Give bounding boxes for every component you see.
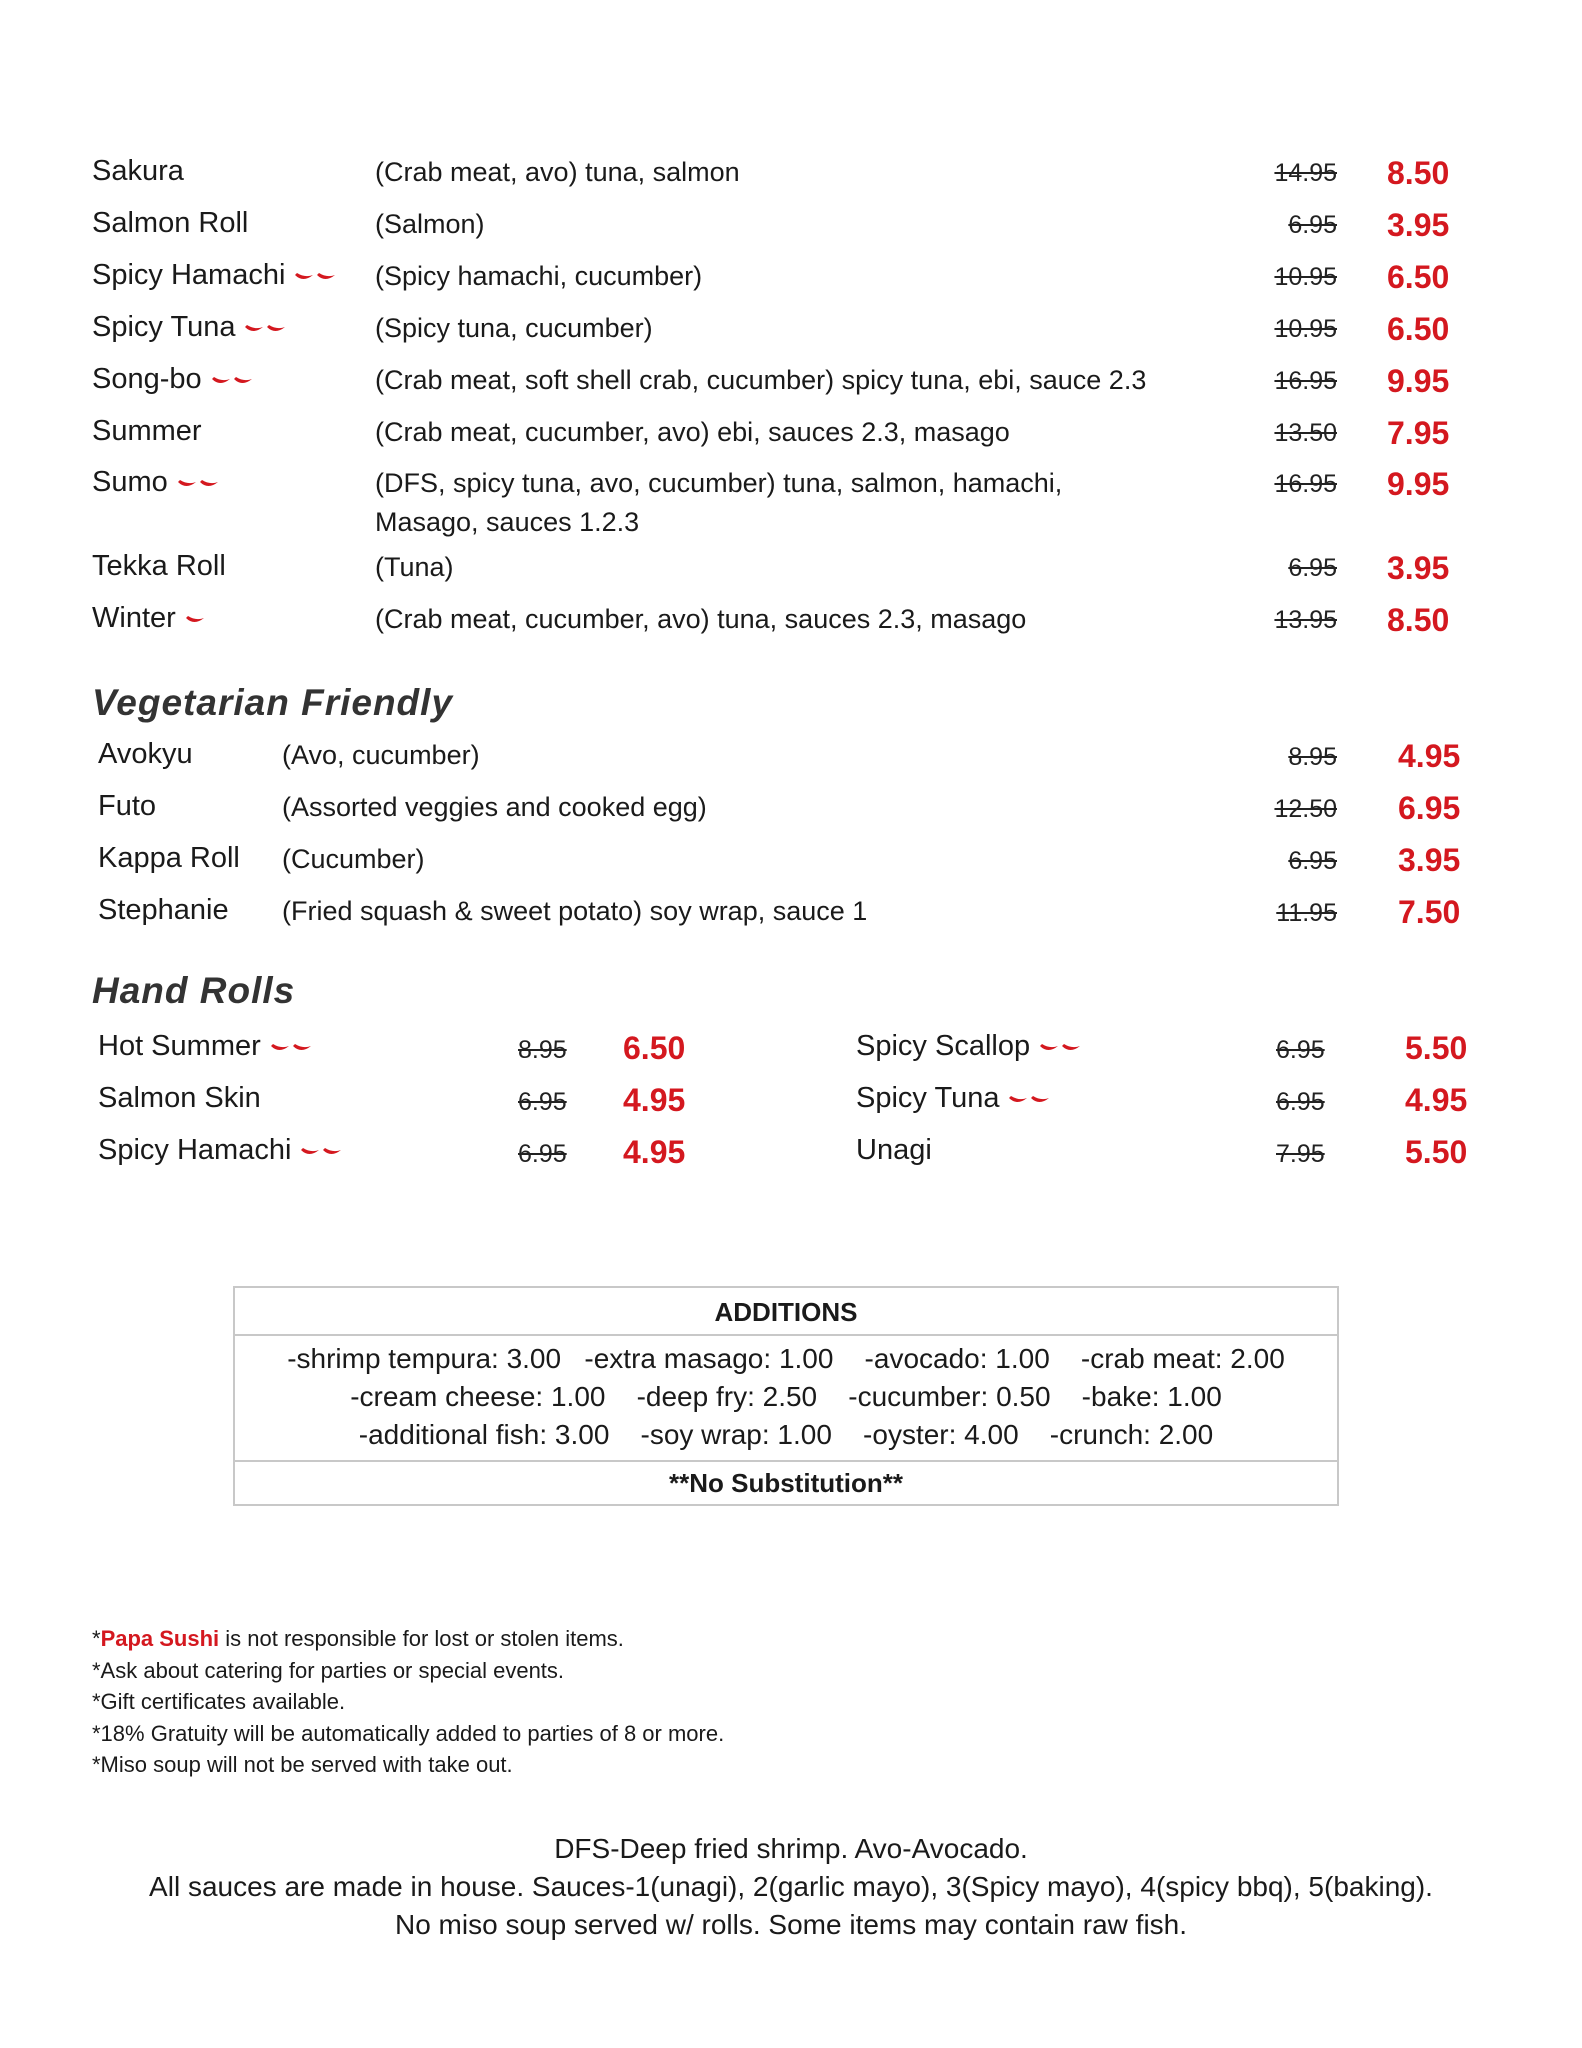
item-name: [92, 311, 289, 345]
item-old-price: 6.95: [1288, 847, 1337, 875]
note-line: *Miso soup will not be served with take out.: [92, 1752, 513, 1777]
item-old-price: 6.95: [1288, 211, 1337, 239]
item-name-text: Winter: [92, 602, 176, 634]
hand-roll-unagi: [0, 1134, 1582, 1174]
menu-item-summer: [0, 415, 1582, 465]
item-sale-price: 9.95: [1387, 363, 1450, 399]
note-line: *18% Gratuity will be automatically added to parties of 8 or more.: [92, 1721, 725, 1746]
item-name-text: Spicy Hamachi: [92, 259, 286, 291]
menu-item-spicy-tuna: [0, 311, 1582, 361]
footer-line: DFS-Deep fried shrimp. Avo-Avocado.: [554, 1833, 1028, 1864]
chili-pepper-icon: [210, 364, 256, 397]
menu-item-winter: [0, 602, 1582, 652]
item-description: (Spicy hamachi, cucumber): [375, 261, 703, 291]
section-heading-vegetarian: Vegetarian Friendly: [92, 682, 454, 723]
footer-line: No miso soup served w/ rolls. Some items may contain raw fish.: [394, 1909, 1188, 1940]
additions-table: [233, 1286, 1339, 1506]
item-sale-price: 8.50: [1387, 602, 1450, 638]
item-sale-price: 6.50: [1387, 259, 1450, 295]
item-name: Salmon Skin: [98, 1082, 261, 1114]
hand-roll-spicy-scallop: [0, 1030, 1582, 1070]
item-name-text: Song-bo: [92, 363, 202, 395]
item-name: Kappa Roll: [98, 842, 240, 874]
footer-line: All sauces are made in house. Sauces-1(unagi), 2(garlic mayo), 3(Spicy mayo), 4(spicy bbq), 5(baking).: [149, 1871, 1433, 1902]
item-sale-price: 4.95: [1398, 738, 1461, 774]
chili-pepper-icon: [1007, 1083, 1053, 1116]
menu-item-sumo: [0, 466, 1582, 556]
chili-pepper-icon: [1038, 1031, 1084, 1064]
item-description: (Crab meat, cucumber, avo) ebi, sauces 2.3, masago: [375, 417, 1010, 447]
item-sale-price: 8.50: [1387, 155, 1450, 191]
item-name: [92, 363, 256, 397]
item-old-price: 6.95: [518, 1140, 567, 1168]
note-line: *Ask about catering for parties or special events.: [92, 1658, 565, 1683]
item-name: Salmon Roll: [92, 207, 249, 239]
additions-line: -cream cheese: 1.00 -deep fry: 2.50 -cucumber: 0.50 -bake: 1.00: [350, 1381, 1222, 1412]
item-description-line2: Masago, sauces 1.2.3: [375, 507, 640, 537]
item-sale-price: 7.50: [1398, 894, 1461, 930]
note-line: *Gift certificates available.: [92, 1689, 346, 1714]
item-description: (DFS, spicy tuna, avo, cucumber) tuna, salmon, hamachi,: [375, 468, 1063, 498]
note-prefix: *: [92, 1626, 101, 1651]
menu-item-avokyu: [0, 738, 1582, 788]
item-old-price: 8.95: [1288, 743, 1337, 771]
item-old-price: 16.95: [1274, 367, 1337, 395]
item-description: (Avo, cucumber): [282, 740, 480, 770]
item-name: [856, 1082, 1053, 1116]
additions-line: -additional fish: 3.00 -soy wrap: 1.00 -oyster: 4.00 -crunch: 2.00: [358, 1419, 1214, 1450]
item-name-text: Spicy Hamachi: [98, 1134, 292, 1166]
item-name-text: Sumo: [92, 466, 168, 498]
menu-item-salmon-roll: [0, 207, 1582, 257]
menu-item-song-bo: [0, 363, 1582, 413]
item-old-price: 6.95: [518, 1088, 567, 1116]
item-name-text: Spicy Scallop: [856, 1030, 1031, 1062]
item-old-price: 14.95: [1274, 159, 1337, 187]
item-old-price: 10.95: [1274, 263, 1337, 291]
item-name: [92, 602, 208, 636]
item-old-price: 8.95: [518, 1036, 567, 1064]
menu-item-sakura: [0, 155, 1582, 205]
item-sale-price: 9.95: [1387, 466, 1450, 502]
no-substitution-note: **No Substitution**: [235, 1460, 1337, 1504]
item-name: Unagi: [856, 1134, 932, 1166]
item-name: [92, 259, 339, 293]
item-sale-price: 7.95: [1387, 415, 1450, 451]
item-description: (Spicy tuna, cucumber): [375, 313, 653, 343]
item-sale-price: 5.50: [1405, 1134, 1468, 1170]
item-old-price: 13.95: [1274, 606, 1337, 634]
item-description: (Crab meat, avo) tuna, salmon: [375, 157, 740, 187]
item-description: (Crab meat, cucumber, avo) tuna, sauces 2.3, masago: [375, 604, 1027, 634]
item-description: (Assorted veggies and cooked egg): [282, 792, 707, 822]
item-sale-price: 5.50: [1405, 1030, 1468, 1066]
item-old-price: 11.95: [1276, 899, 1337, 927]
menu-item-tekka-roll: [0, 550, 1582, 600]
chili-pepper-icon: [176, 467, 222, 500]
additions-line: -shrimp tempura: 3.00 -extra masago: 1.00 -avocado: 1.00 -crab meat: 2.00: [287, 1343, 1285, 1374]
item-name: Summer: [92, 415, 202, 447]
item-old-price: 6.95: [1276, 1088, 1325, 1116]
item-sale-price: 3.95: [1387, 550, 1450, 586]
additions-title: ADDITIONS: [235, 1288, 1337, 1336]
item-description: (Tuna): [375, 552, 454, 582]
item-description: (Crab meat, soft shell crab, cucumber) spicy tuna, ebi, sauce 2.3: [375, 365, 1147, 395]
additions-list: [235, 1336, 1337, 1460]
menu-item-stephanie: [0, 894, 1582, 944]
item-sale-price: 6.95: [1398, 790, 1461, 826]
item-description: (Fried squash & sweet potato) soy wrap, sauce 1: [282, 896, 868, 926]
menu-item-spicy-hamachi: [0, 259, 1582, 309]
item-name: Futo: [98, 790, 157, 822]
chili-pepper-icon: [184, 603, 208, 636]
item-description: (Salmon): [375, 209, 485, 239]
item-sale-price: 6.50: [1387, 311, 1450, 347]
item-name: Avokyu: [98, 738, 193, 770]
item-sale-price: 4.95: [623, 1082, 686, 1118]
item-name: [856, 1030, 1084, 1064]
item-sale-price: 6.50: [623, 1030, 686, 1066]
menu-item-kappa-roll: [0, 842, 1582, 892]
item-sale-price: 4.95: [1405, 1082, 1468, 1118]
item-name-text: Spicy Tuna: [92, 311, 236, 343]
note-line-brand: [92, 1626, 624, 1652]
item-old-price: 16.95: [1274, 470, 1337, 498]
item-old-price: 6.95: [1288, 554, 1337, 582]
section-heading-hand-rolls: Hand Rolls: [92, 970, 296, 1011]
item-name-text: Hot Summer: [98, 1030, 261, 1062]
item-old-price: 13.50: [1274, 419, 1337, 447]
item-name-text: Spicy Tuna: [856, 1082, 1000, 1114]
note-text: is not responsible for lost or stolen items.: [219, 1626, 624, 1651]
chili-pepper-icon: [293, 260, 339, 293]
item-name: Tekka Roll: [92, 550, 226, 582]
item-old-price: 12.50: [1274, 795, 1337, 823]
item-old-price: 10.95: [1274, 315, 1337, 343]
item-name: [92, 466, 222, 500]
item-sale-price: 3.95: [1398, 842, 1461, 878]
brand-name: Papa Sushi: [100, 1626, 220, 1651]
hand-roll-spicy-tuna: [0, 1082, 1582, 1122]
chili-pepper-icon: [243, 312, 289, 345]
item-name: Stephanie: [98, 894, 229, 926]
item-old-price: 7.95: [1276, 1140, 1325, 1168]
item-sale-price: 4.95: [623, 1134, 686, 1170]
item-description: (Cucumber): [282, 844, 425, 874]
item-name: Sakura: [92, 155, 184, 187]
item-sale-price: 3.95: [1387, 207, 1450, 243]
menu-item-futo: [0, 790, 1582, 840]
item-old-price: 6.95: [1276, 1036, 1325, 1064]
